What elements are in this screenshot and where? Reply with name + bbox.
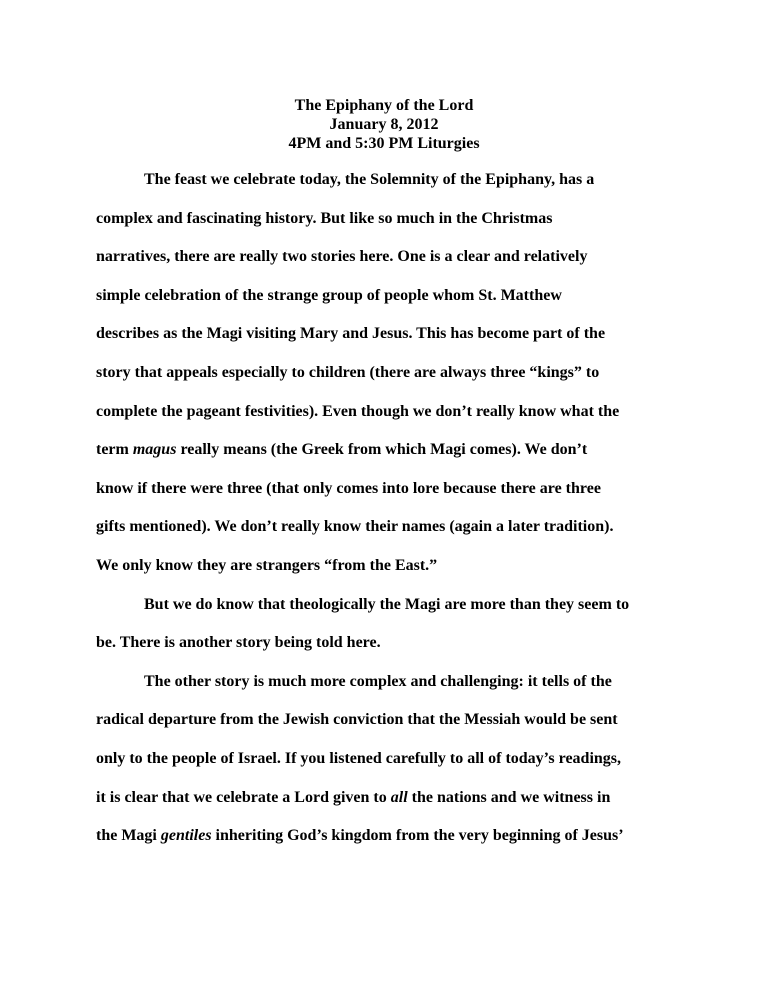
text-segment: only to the people of Israel. If you listened carefully to all of today’s readings, — [96, 749, 622, 767]
text-segment: The feast we celebrate today, the Solemnity of the Epiphany, has a — [144, 171, 595, 188]
text-segment: the nations and we witness in — [407, 788, 611, 806]
text-segment: We only know they are strangers “from the East.” — [96, 556, 438, 574]
body-line — [96, 817, 696, 856]
body-line — [96, 354, 696, 393]
text-segment: radical departure from the Jewish conviction that the Messiah would be sent — [96, 711, 618, 729]
body-line — [96, 701, 696, 740]
text-segment: the Magi — [96, 827, 161, 845]
document-header — [0, 96, 768, 153]
body-line — [96, 238, 696, 277]
body-line — [96, 470, 696, 509]
text-segment: know if there were three (that only comes into lore because there are three — [96, 479, 601, 497]
text-segment: narratives, there are really two stories here. One is a clear and relatively — [96, 248, 588, 266]
document-title: The Epiphany of the Lord — [294, 97, 474, 114]
emphasized-word: magus — [132, 441, 177, 459]
body-line — [96, 740, 696, 779]
text-segment: The other story is much more complex and challenging: it tells of the — [144, 672, 612, 690]
body-line — [96, 277, 696, 316]
body-line — [96, 624, 696, 663]
body-line — [96, 508, 696, 547]
body-line — [96, 315, 696, 354]
text-segment: describes as the Magi visiting Mary and Jesus. This has become part of the — [96, 325, 606, 343]
emphasized-word: gentiles — [160, 827, 212, 845]
body-line — [96, 161, 696, 200]
text-segment: inheriting God’s kingdom from the very beginning of Jesus’ — [211, 827, 624, 845]
body-line — [96, 586, 696, 625]
body-line — [96, 431, 696, 470]
text-segment: simple celebration of the strange group of people whom St. Matthew — [96, 286, 562, 304]
text-segment: really means (the Greek from which Magi comes). We don’t — [176, 441, 588, 459]
text-segment: complete the pageant festivities). Even though we don’t really know what the — [96, 402, 620, 420]
text-segment: story that appeals especially to children (there are always three “kings” to — [96, 363, 600, 381]
text-segment: But we do know that theologically the Magi are more than they seem to — [144, 595, 630, 613]
text-segment: complex and fascinating history. But like so much in the Christmas — [96, 209, 553, 227]
text-segment: gifts mentioned). We don’t really know their names (again a later tradition). — [96, 518, 614, 536]
body-line — [96, 200, 696, 239]
body-line — [96, 547, 696, 586]
liturgy-times: 4PM and 5:30 PM Liturgies — [288, 135, 480, 152]
emphasized-word: all — [390, 788, 408, 806]
text-segment: term — [96, 441, 133, 459]
body-line — [96, 663, 696, 702]
body-line — [96, 779, 696, 818]
text-segment: it is clear that we celebrate a Lord given to — [96, 788, 391, 806]
document-date: January 8, 2012 — [329, 116, 439, 133]
homily-body — [96, 161, 696, 856]
body-line — [96, 393, 696, 432]
text-segment: be. There is another story being told here. — [96, 634, 381, 652]
